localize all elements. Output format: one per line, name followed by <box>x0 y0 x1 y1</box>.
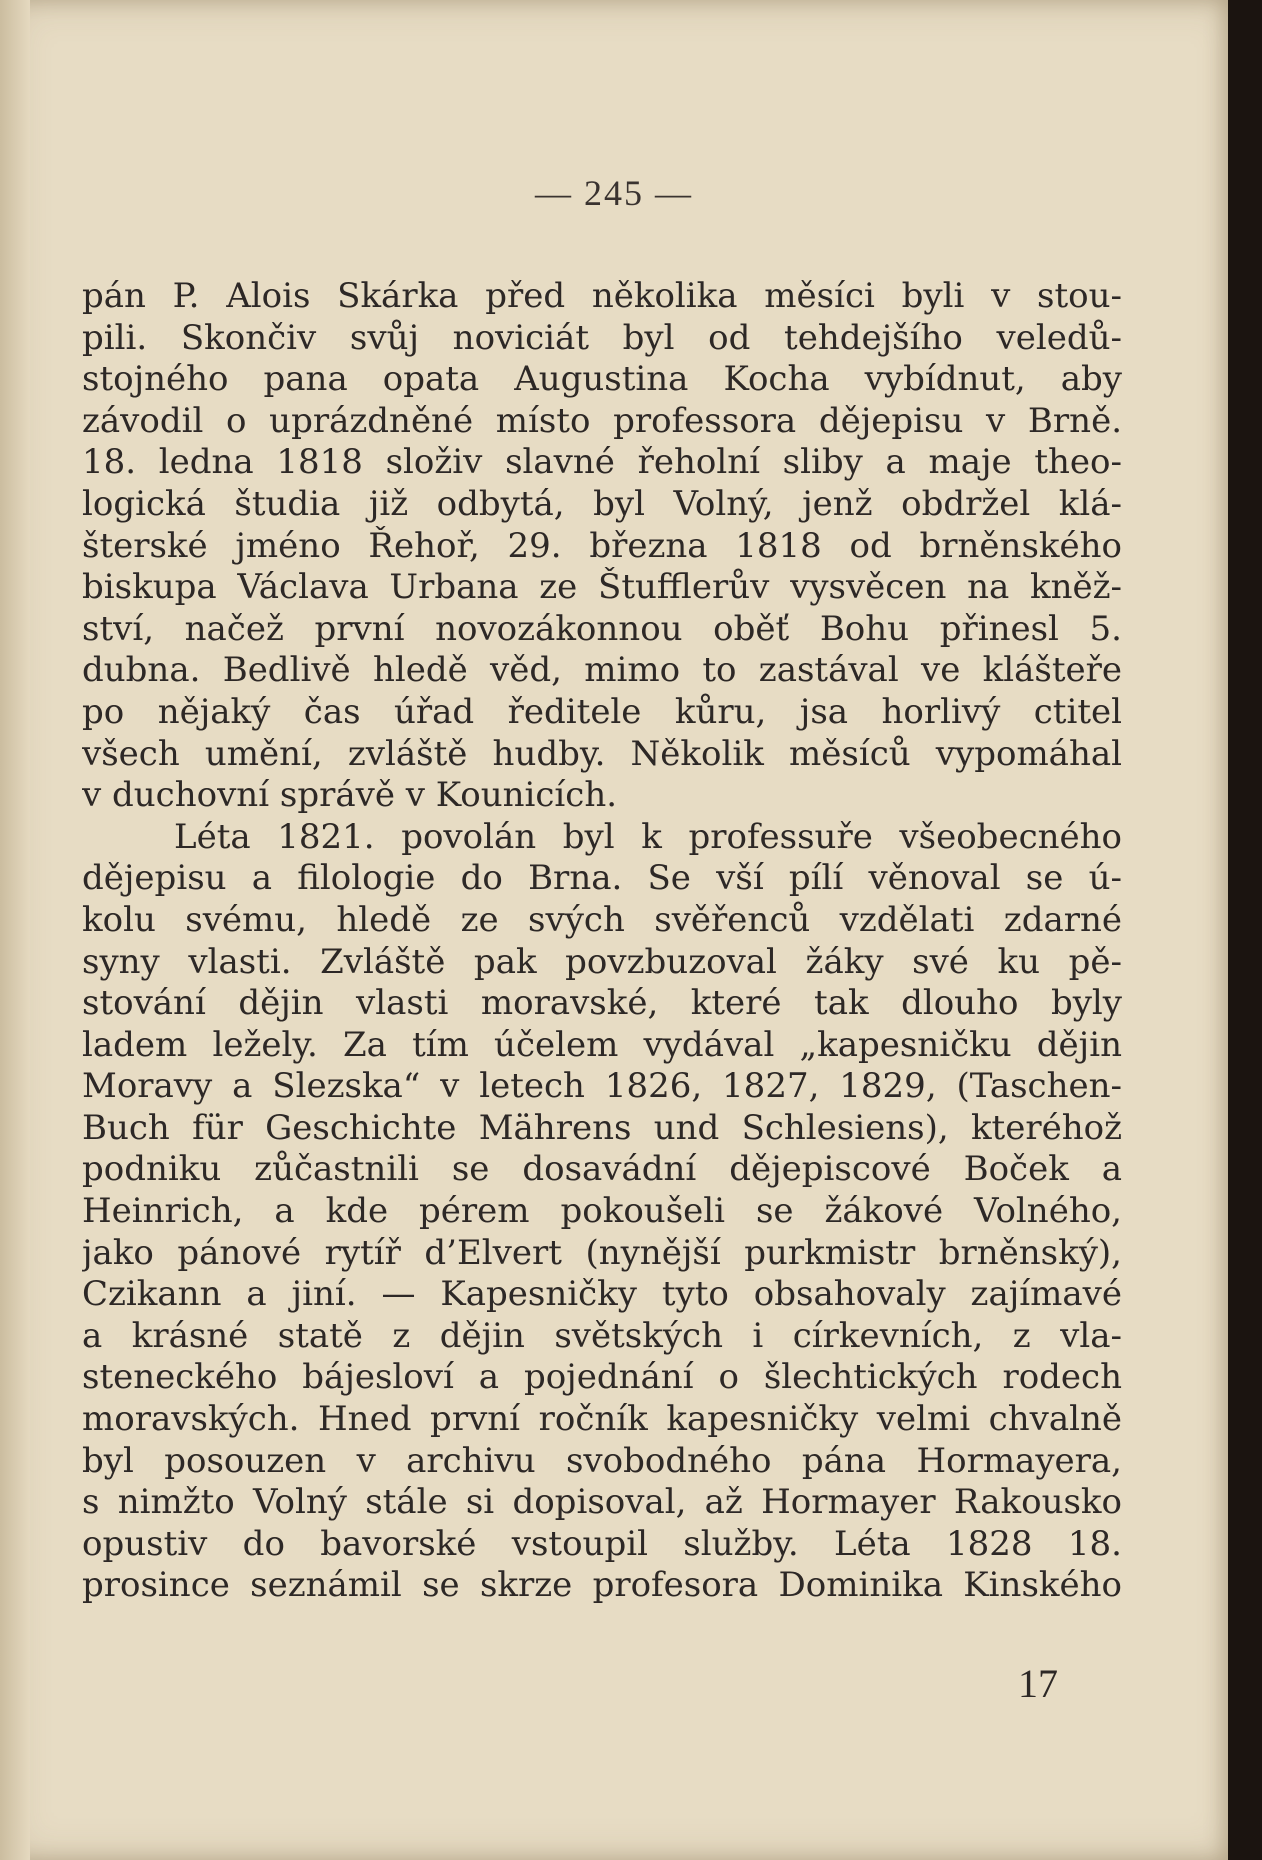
text-line: ství, načež první novozákonnou oběť Bohu přinesl 5. <box>82 608 1122 649</box>
text-line: stojného pana opata Augustina Kocha vybídnut, aby <box>82 359 1122 400</box>
text-line: moravských. Hned první ročník kapesničky velmi chvalně <box>82 1399 1122 1440</box>
text-line: a krásné statě z dějin světských i církevních, z vla- <box>82 1315 1122 1356</box>
text-line: Buch für Geschichte Mährens und Schlesiens), kteréhož <box>82 1107 1122 1148</box>
text-line: prosince seznámil se skrze profesora Dominika Kinského <box>82 1565 1122 1606</box>
text-line: s nimžto Volný stále si dopisoval, až Hormayer Rakousko <box>82 1482 1122 1523</box>
text-line: 18. ledna 1818 složiv slavné řeholní sliby a maje theo- <box>82 442 1122 483</box>
text-line: všech umění, zvláště hudby. Několik měsíců vypomáhal <box>82 733 1122 774</box>
text-line: v duchovní správě v Kounicích. <box>82 775 618 816</box>
text-line: Heinrich, a kde pérem pokoušeli se žákové Volného, <box>82 1191 1122 1232</box>
text-line: dějepisu a filologie do Brna. Se vší pílí věnoval se ú- <box>82 858 1122 899</box>
text-line: podniku zůčastnili se dosavádní dějepiscové Boček a <box>82 1149 1122 1190</box>
text-line: pán P. Alois Skárka před několika měsíci byli v stou- <box>82 276 1122 316</box>
text-line: po nějaký čas úřad ředitele kůru, jsa horlivý ctitel <box>82 691 1122 732</box>
text-line: steneckého bájesloví a pojednání o šlechtických rodech <box>82 1357 1122 1398</box>
text-line: biskupa Václava Urbana ze Štufflerův vysvěcen na kněž- <box>82 567 1122 608</box>
text-line: opustiv do bavorské vstoupil služby. Léta 1828 18. <box>82 1523 1122 1564</box>
text-line: ladem ležely. Za tím účelem vydával „kapesničku dějin <box>82 1024 1122 1065</box>
text-line: kolu svému, hledě ze svých svěřenců vzdělati zdarné <box>82 899 1122 940</box>
text-line: stování dějin vlasti moravské, které tak dlouho byly <box>82 983 1122 1024</box>
text-line: syny vlasti. Zvláště pak povzbuzoval žáky své ku pě- <box>82 941 1122 982</box>
text-line: Léta 1821. povolán byl k professuře všeobecného <box>174 816 1122 857</box>
text-line: byl posouzen v archivu svobodného pána Hormayera, <box>82 1440 1122 1481</box>
text-line: šterské jméno Řehoř, 29. března 1818 od brněnského <box>82 525 1122 566</box>
body-text <box>82 276 1122 1607</box>
page-number: — 245 — <box>535 173 693 213</box>
page-gutter <box>0 0 30 1860</box>
text-line: jako pánové rytíř d’Elvert (nynější purkmistr brněnský), <box>82 1232 1122 1273</box>
text-line: logická študia již odbytá, byl Volný, jenž obdržel klá- <box>82 483 1122 524</box>
text-line: dubna. Bedlivě hledě věd, mimo to zastával ve klášteře <box>82 650 1122 691</box>
text-line: Czikann a jiní. — Kapesničky tyto obsahovaly zajímavé <box>82 1274 1122 1315</box>
text-line: závodil o uprázdněné místo professora dějepisu v Brně. <box>82 400 1122 441</box>
signature-mark: 17 <box>1018 1661 1058 1706</box>
text-line: pili. Skončiv svůj noviciát byl od tehdejšího veledů- <box>82 317 1122 358</box>
text-line: Moravy a Slezska“ v letech 1826, 1827, 1829, (Taschen- <box>82 1066 1122 1107</box>
